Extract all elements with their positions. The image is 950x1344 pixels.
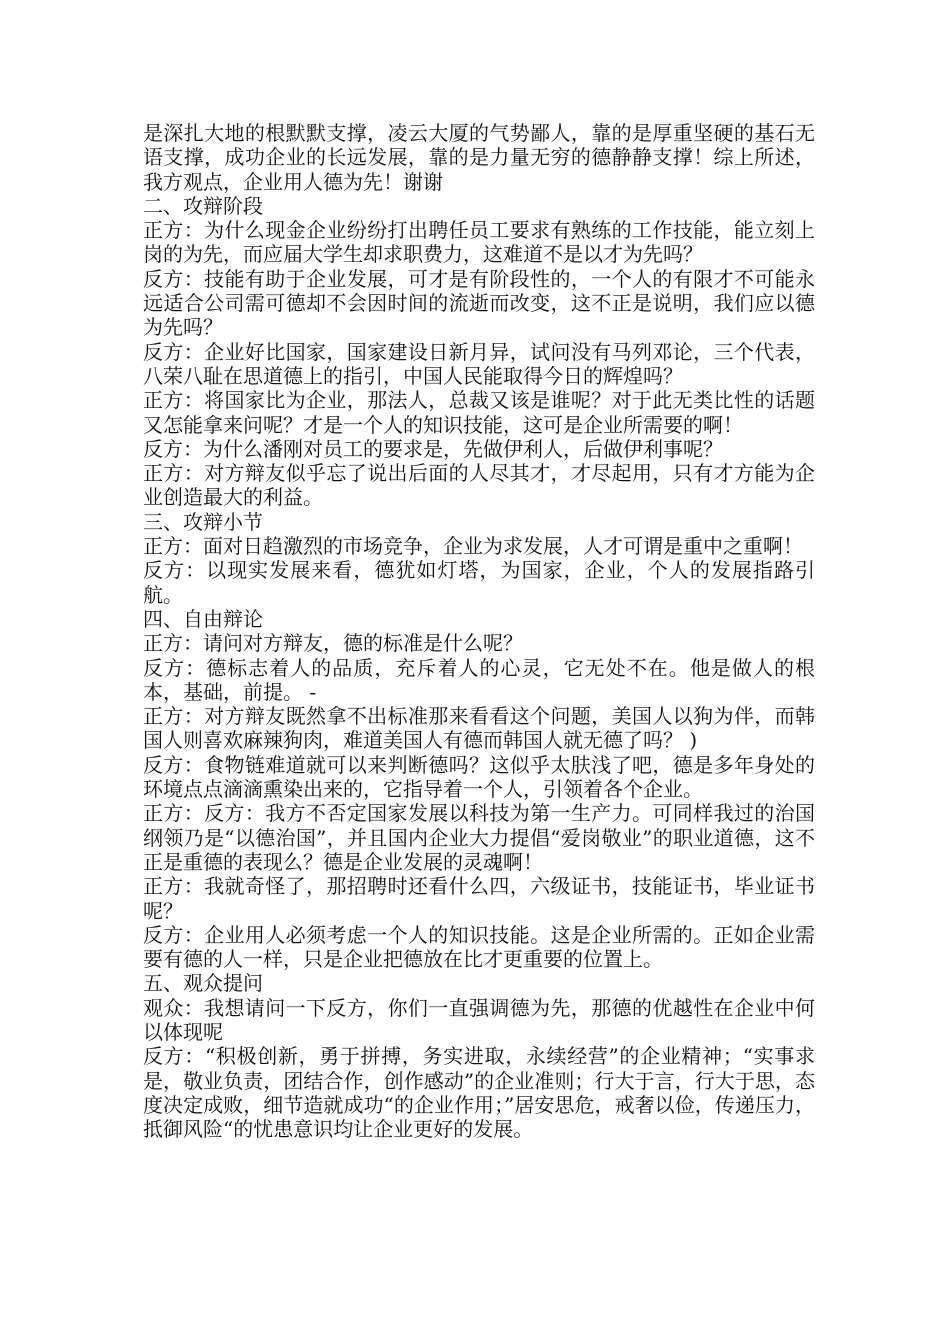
paragraph-audience-1: 观众：我想请问一下反方，你们一直强调德为先，那德的优越性在企业中何以体现呢 [143, 995, 815, 1044]
paragraph-con-1: 反方：技能有助于企业发展，可才是有阶段性的，一个人的有限才不可能永远适合公司需可德却不会因时间的流逝而改变，这不正是说明，我们应以德为先吗？ [143, 266, 815, 340]
section-heading-free-debate: 四、自由辩论 [143, 606, 263, 631]
paragraph-pro-5: 正方：请问对方辩友，德的标准是什么呢？ [143, 631, 523, 656]
paragraph-pro-3: 正方：对方辩友似乎忘了说出后面的人尽其才，才尽起用，只有才方能为企业创造最大的利益。 [143, 461, 815, 510]
paragraph-con-7: 反方：企业用人必须考虑一个人的知识技能。这是企业所需的。正如企业需要有德的人一样，只是企业把德放在比才更重要的位置上。 [143, 922, 815, 972]
paragraph-opening-conclusion: 是深扎大地的根默默支撑，凌云大厦的气势鄙人，靠的是厚重坚硬的基石无语支撑，成功企业的长远发展，靠的是力量无穷的德静静支撑！综上所述，我方观点，企业用人德为先！谢谢 [143, 121, 815, 194]
paragraph-pro-8: 正方：我就奇怪了，那招聘时还看什么四，六级证书，技能证书，毕业证书呢？ [143, 874, 815, 923]
paragraph-con-5: 反方：德标志着人的品质，充斥着人的心灵，它无处不在。他是做人的根本，基础，前提。 - [143, 655, 815, 704]
section-heading-cross-examination: 二、攻辩阶段 [143, 193, 263, 218]
paragraph-pro-7: 正方：反方：我方不否定国家发展以科技为第一生产力。可同样我过的治国纲领乃是“以德治国”，并且国内企业大力提倡“爱岗敬业”的职业道德，这不正是重德的表现么？德是企业发展的灵魂啊！ [143, 801, 815, 874]
paragraph-con-2: 反方：企业好比国家，国家建设日新月异，试问没有马列邓论，三个代表，八荣八耻在思道德上的指引，中国人民能取得今日的辉煌吗？ [143, 339, 815, 388]
section-heading-cross-summary: 三、攻辩小节 [143, 509, 263, 534]
paragraph-con-4: 反方：以现实发展来看，德犹如灯塔，为国家，企业，个人的发展指路引航。 [143, 558, 815, 607]
paragraph-con-8: 反方：“积极创新，勇于拼搏，务实进取，永续经营”的企业精神；“实事求是，敬业负责，团结合作，创作感动”的企业准则；行大于言，行大于思，态度决定成败，细节造就成功“的企业作用；”居安思危，戒奢以俭，传递压力，抵御风险“的忧患意识均让企业更好的发展。 [143, 1044, 815, 1142]
section-heading-audience-questions: 五、观众提问 [143, 971, 263, 996]
paragraph-pro-1: 正方：为什么现金企业纷纷打出聘任员工要求有熟练的工作技能，能立刻上岗的为先，而应届大学生却求职费力，这难道不是以才为先吗？ [143, 218, 815, 267]
paragraph-con-6: 反方：食物链难道就可以来判断德吗？这似乎太肤浅了吧，德是多年身处的环境点点滴滴熏染出来的，它指导着一个人，引领着各个企业。 [143, 752, 815, 802]
paragraph-pro-6: 正方：对方辩友既然拿不出标准那来看看这个问题，美国人以狗为伴，而韩国人则喜欢麻辣狗肉，难道美国人有德而韩国人就无德了吗？ ) [143, 704, 815, 753]
paragraph-con-3: 反方：为什么潘刚对员工的要求是，先做伊利人，后做伊利事呢？ [143, 436, 723, 461]
document-body [143, 121, 815, 1141]
paragraph-pro-4: 正方：面对日趋激烈的市场竞争，企业为求发展，人才可谓是重中之重啊！ [143, 534, 803, 559]
paragraph-pro-2: 正方：将国家比为企业，那法人，总裁又该是谁呢？对于此无类比性的话题又怎能拿来问呢？才是一个人的知识技能，这可是企业所需要的啊！ [143, 388, 815, 437]
